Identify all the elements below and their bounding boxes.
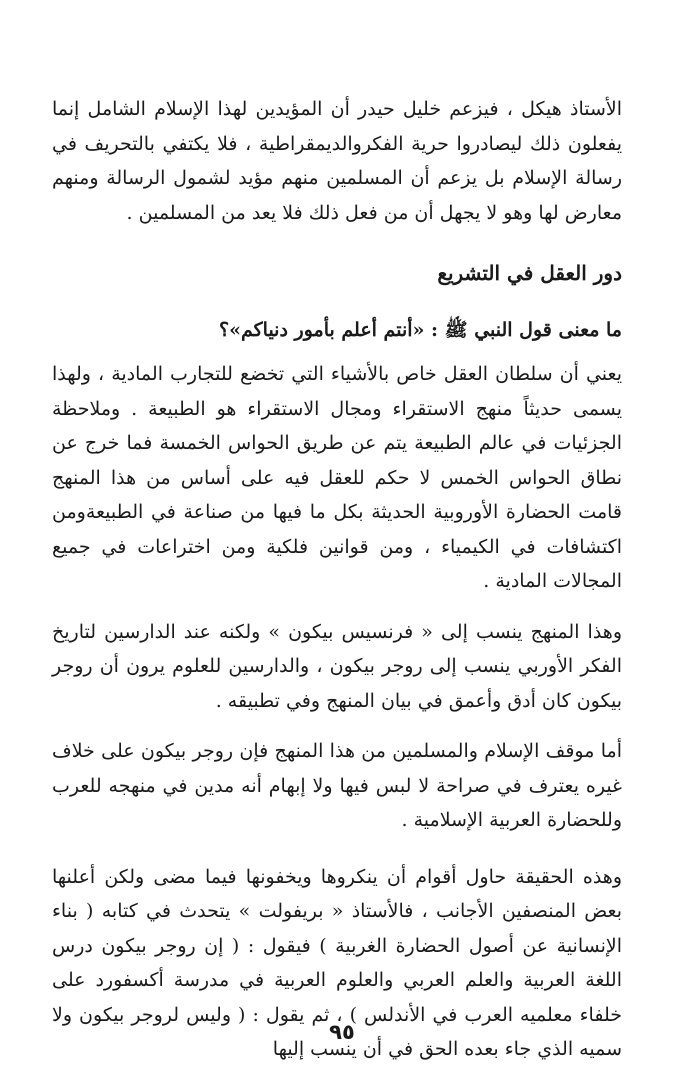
- paragraph-4: أما موقف الإسلام والمسلمين من هذا المنهج فإن روجر بيكون على خلاف غيره يعترف في صراحة لا لبس فيها ولا إبهام أنه مدين في منهجه للعرب وللحضارة العربية الإسلامية .: [52, 740, 622, 831]
- paragraph-5: وهذه الحقيقة حاول أقوام أن ينكروها ويخفونها فيما مضى ولكن أعلنها بعض المنصفين الأجانب ، فالأستاذ « بريفولت » يتحدث في كتابه ( بناء الإنسانية عن أصول الحضارة الغربية ) فيقول : ( إن روجر بيكون درس اللغة العربية والعلم العربي والعلوم العربية في مدرسة أكسفورد على خلفاء معلميه العرب في الأندلس ) ، ثم يقول : ( وليس لروجر بيكون ولا سميه الذي جاء بعده الحق في أن ينسب إليها: [52, 865, 622, 1060]
- paragraph-3: وهذا المنهج ينسب إلى « فرنسيس بيكون » ولكنه عند الدارسين لتاريخ الفكر الأوربي ينسب إلى روجر بيكون ، والدارسين للعلوم يرون أن روجر بيكون كان أدق وأعمق في بيان المنهج وفي تطبيقه .: [52, 620, 622, 712]
- paragraph-2: يعني أن سلطان العقل خاص بالأشياء التي تخضع للتجارب المادية ، ولهذا يسمى حديثاً منهج الاستقراء ومجال الاستقراء هو الطبيعة . وملاحظة الجزئيات في عالم الطبيعة يتم عن طريق الحواس الخمسة فما خرج عن نطاق الحواس الخمس لا حكم للعقل فيه على أساس من هذا المنهج قامت الحضارة الأوروبية الحديثة بكل ما فيها من صناعة في الطبيعةومن اكتشافات في الكيمياء ، ومن قوانين فلكية ومن اختراعات في جميع المجالات المادية .: [52, 363, 622, 592]
- page-body: [52, 92, 622, 1067]
- question-line: ما معنى قول النبي ﷺ : «أنتم أعلم بأمور دنياكم»؟: [219, 318, 622, 341]
- page-number: ٩٥: [329, 1020, 355, 1044]
- section-heading: دور العقل في التشريع: [437, 261, 622, 285]
- paragraph-1: الأستاذ هيكل ، فيزعم خليل حيدر أن المؤيدين لهذا الإسلام الشامل إنما يفعلون ذلك ليصادروا حرية الفكروالديمقراطية ، فلا يكتفي بالتحريف في رسالة الإسلام بل يزعم أن المسلمين منهم مؤيد لشمول الرسالة ومنهم معارض لها وهو لا يجهل أن من فعل ذلك فلا يعد من المسلمين .: [52, 98, 622, 224]
